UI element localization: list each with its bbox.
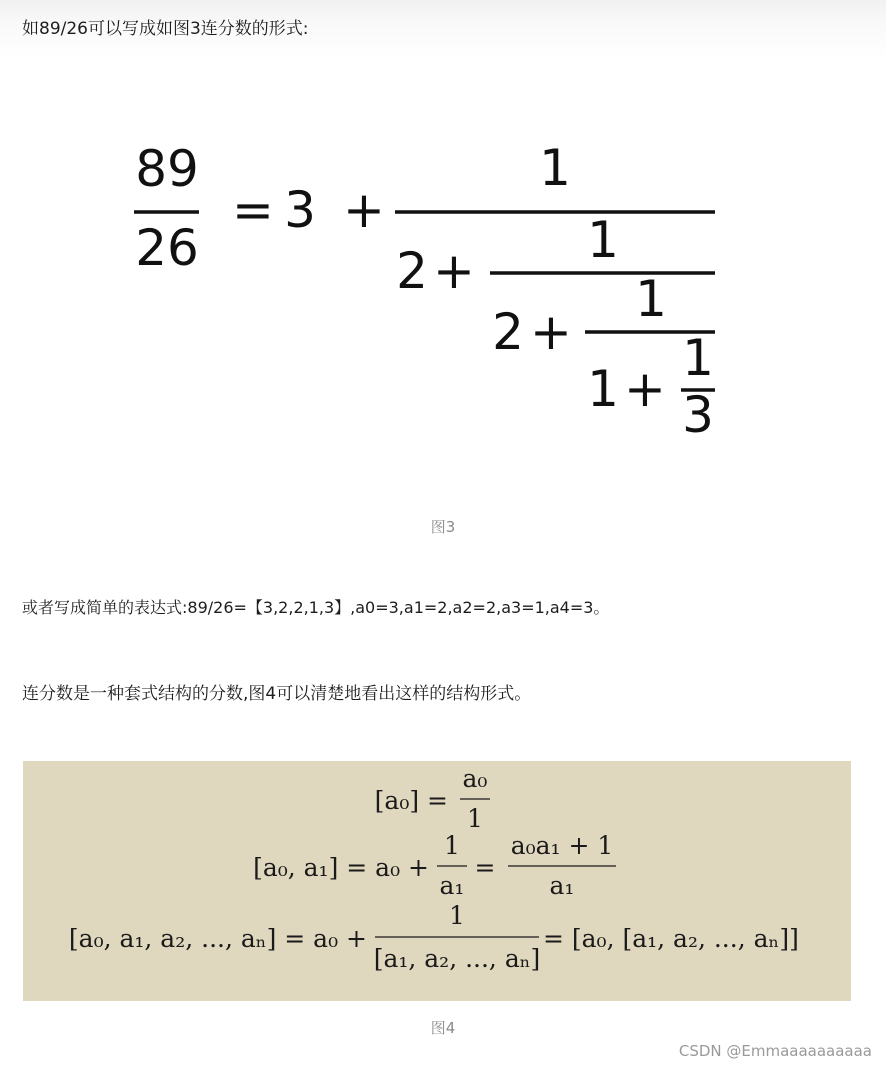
line2-equals: = [474,853,496,882]
term-a2: 2 [492,303,524,361]
numerator-2: 1 [587,211,619,269]
line2-numerator-2: a₀a₁ + 1 [510,831,614,860]
term-a1: 2 [396,242,428,300]
line1-numerator: a₀ [462,764,488,793]
line2-denominator-2: a₁ [549,871,575,900]
line1-lhs: [a₀] = [374,786,448,815]
simple-expression-text: 或者写成简单的表达式:89/26=【3,2,2,1,3】,a0=3,a1=2,a2=2,a3=1,a4=3。 [22,598,610,617]
figure4-caption: 图4 [430,1019,456,1037]
line2-denominator-1: a₁ [439,871,465,900]
figure4-box [23,761,851,1001]
figure3-continued-fraction [0,130,886,450]
numerator-3: 1 [635,270,667,328]
term-a3: 1 [587,360,619,418]
term-a4: 3 [682,386,714,444]
figure4-formulas [23,761,851,1001]
intro-text: 如89/26可以写成如图3连分数的形式: [22,19,309,39]
plus-sign-3: + [530,303,572,361]
lhs-denominator: 26 [135,219,199,277]
line3-numerator: 1 [449,901,465,930]
line3-rhs: = [a₀, [a₁, a₂, ..., aₙ]] [543,924,799,953]
lhs-numerator: 89 [135,140,199,198]
figure3-caption: 图3 [430,518,456,536]
line2-numerator-1: 1 [444,831,460,860]
plus-sign-1: + [343,181,385,239]
line2-lhs: [a₀, a₁] = a₀ + [253,853,429,882]
numerator-4: 1 [682,329,714,387]
plus-sign-4: + [624,360,666,418]
equals-sign: = [232,181,274,239]
term-a0: 3 [284,181,316,239]
line1-denominator: 1 [467,804,483,833]
nesting-text: 连分数是一种套式结构的分数,图4可以清楚地看出这样的结构形式。 [22,684,532,704]
csdn-watermark: CSDN @Emmaaaaaaaaaa [678,1042,872,1060]
line3-lhs: [a₀, a₁, a₂, ..., aₙ] = a₀ + [68,924,367,953]
plus-sign-2: + [433,242,475,300]
line3-denominator: [a₁, a₂, ..., aₙ] [373,944,541,973]
numerator-1: 1 [539,139,571,197]
